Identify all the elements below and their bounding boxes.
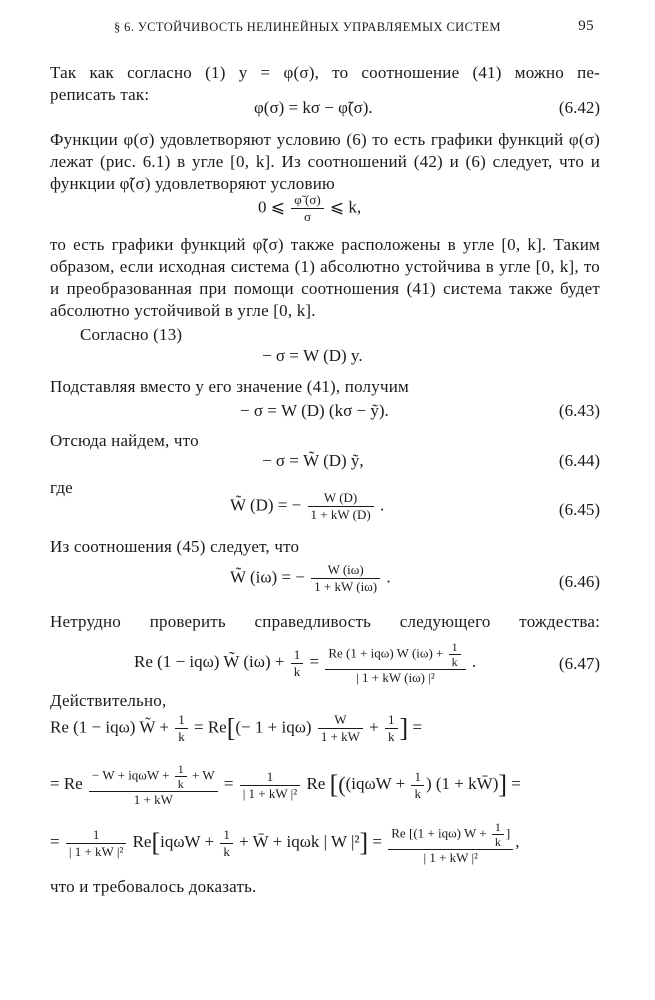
d1-b: = Re	[193, 717, 227, 737]
derivation-line-2-body	[50, 762, 521, 808]
d1-c: (− 1 + iqω)	[235, 717, 312, 737]
d3-f2-denominator: k	[223, 843, 230, 859]
equation-6-47-inner-fraction	[449, 640, 461, 669]
equation-6-47-body	[134, 640, 476, 686]
d3-inner-fraction	[492, 820, 504, 849]
derivation-line-2	[50, 762, 600, 816]
d3-fraction-2	[220, 827, 233, 860]
equation-6-42-number: (6.42)	[558, 98, 600, 117]
d2-b: =	[223, 773, 234, 793]
d3-num-b: (1 + iqω) W +	[413, 825, 487, 841]
d3-d: + W̄ + iqωk | W |²	[239, 831, 360, 851]
equation-6-46-tail: .	[386, 567, 391, 587]
equation-6-45-number: (6.45)	[558, 500, 600, 519]
d2-inner-numerator: 1	[175, 762, 187, 777]
d2-fraction-2	[240, 769, 300, 802]
inequality-numerator: φ̃ (σ)	[291, 192, 323, 209]
d2-e: ) (1 + kW̄)	[425, 773, 499, 793]
d2-num-b: + W	[191, 767, 215, 783]
equation-6-47-f2-numerator	[325, 640, 465, 670]
equation-6-47-number: (6.47)	[558, 654, 600, 673]
d1-a: Re (1 − iqω) W̃ +	[50, 717, 169, 737]
paragraph-5: Подставляя вместо y его значение (41), получим	[50, 377, 409, 396]
derivation-line-3-body	[50, 820, 519, 866]
d3-f2-numerator: 1	[220, 827, 233, 844]
equation-6-46-left: W̃ (iω) = −	[230, 567, 305, 587]
d2-f1-numerator	[89, 762, 218, 792]
equation-6-47-f1-numerator: 1	[291, 647, 304, 664]
inequality-denominator: σ	[303, 209, 311, 224]
equation-6-47	[50, 634, 600, 686]
paragraph-3: то есть графики функций φ̃(σ) также расположены в угле [0, k]. Таким образом, если исходная система (1) абсолютно устойчива в угле [0, k], то и преобразованная при помощи соотношения (41) система также будет абсолютно устойчивой в угле [0, k].	[50, 235, 600, 320]
equation-13	[50, 346, 600, 376]
d3-num-left-bracket: [	[408, 825, 414, 841]
equation-6-47-fraction-1	[291, 647, 304, 680]
paragraph-8: Из соотношения (45) следует, что	[50, 537, 300, 556]
equation-6-45	[50, 490, 600, 530]
d1-right-bracket: ]	[399, 713, 409, 743]
equation-6-47-tail: .	[471, 651, 477, 671]
d3-e: =	[372, 831, 383, 851]
equation-6-45-numerator: W (D)	[308, 490, 374, 507]
d3-fraction-1	[66, 827, 126, 860]
equation-6-46	[50, 562, 600, 602]
equation-6-46-fraction	[311, 562, 380, 595]
equation-6-44-body: − σ = W̃ (D) ỹ,	[262, 451, 364, 470]
d3-num-right-bracket: ]	[505, 825, 511, 841]
d2-f3-denominator: k	[414, 785, 421, 801]
d1-f1-numerator: 1	[175, 712, 188, 729]
d1-f3-numerator: 1	[385, 712, 398, 729]
book-page	[50, 0, 600, 1000]
equation-6-43	[50, 401, 600, 431]
equation-13-body: − σ = W (D) y.	[262, 346, 363, 365]
d3-a: =	[50, 831, 60, 851]
inequality-fraction	[291, 192, 323, 225]
d3-f3-denominator: | 1 + kW |²	[423, 850, 478, 865]
equation-6-42-body: φ(σ) = kσ − φ̃(σ).	[254, 98, 373, 117]
equation-6-45-fraction	[308, 490, 374, 523]
d2-inner-denominator: k	[177, 777, 184, 791]
equation-6-45-body	[230, 490, 384, 523]
d3-b: Re	[132, 831, 152, 851]
d1-fraction-1	[175, 712, 188, 745]
paragraph-6: Отсюда найдем, что	[50, 431, 199, 450]
d2-fraction-1	[89, 762, 218, 808]
d3-num-a: Re	[391, 825, 406, 841]
equation-6-47-inner-numerator: 1	[449, 640, 461, 655]
equation-6-47-f2-denominator: | 1 + kW (iω) |²	[356, 670, 435, 685]
d1-left-bracket: [	[226, 713, 236, 743]
d1-f2-numerator: W	[318, 712, 363, 729]
derivation-line-1-body	[50, 712, 422, 745]
running-header	[50, 18, 600, 40]
d3-f: ,	[515, 831, 520, 851]
d2-d: (iqωW +	[345, 773, 406, 793]
paragraph-7: где	[50, 478, 73, 497]
d1-fraction-3	[385, 712, 398, 745]
d2-f2-numerator: 1	[240, 769, 300, 786]
d2-outer-left-bracket: [	[329, 770, 339, 799]
d1-f1-denominator: k	[178, 729, 185, 744]
d2-left-paren: (	[338, 772, 346, 797]
paragraph-10: Действительно,	[50, 691, 167, 710]
d2-c: Re	[306, 773, 326, 793]
d1-e: =	[412, 717, 423, 737]
equation-6-45-denominator: 1 + kW (D)	[310, 507, 371, 522]
paragraph-2: Функции φ(σ) удовлетворяют условию (6) то есть графики функций φ(σ) лежат (рис. 6.1) в угле [0, k]. Из соотношений (42) и (6) следует, что и функции φ̃(σ) удовлетворяют условию	[50, 130, 600, 193]
equation-6-46-number: (6.46)	[558, 572, 600, 591]
d2-outer-right-bracket: ]	[498, 770, 508, 799]
equation-6-43-number: (6.43)	[558, 401, 600, 420]
derivation-line-1	[50, 712, 600, 756]
equation-6-47-f1-denominator: k	[293, 663, 301, 679]
d2-inner-fraction	[175, 762, 187, 791]
equation-6-46-body	[230, 562, 391, 595]
d1-f2-denominator: 1 + kW	[320, 729, 360, 744]
d1-d: +	[369, 717, 379, 737]
paragraph-11: что и требовалось доказать.	[50, 877, 257, 896]
paragraph-1b: реписать так:	[50, 85, 150, 104]
d3-c: iqωW +	[160, 831, 215, 851]
d2-f: =	[511, 773, 521, 793]
equation-6-47-fraction-2	[325, 640, 465, 686]
d2-num-a: − W + iqωW +	[91, 767, 170, 783]
inequality	[50, 192, 600, 230]
page-number: 95	[578, 18, 594, 34]
d3-f1-numerator: 1	[66, 827, 126, 844]
equation-6-47-f2-numerator-text: Re (1 + iqω) W (iω) +	[328, 645, 444, 661]
d2-f1-denominator: 1 + kW	[133, 792, 173, 807]
equation-6-45-left: W̃ (D) = −	[230, 495, 302, 515]
d1-f3-denominator: k	[388, 729, 395, 744]
d2-f2-denominator: | 1 + kW |²	[242, 785, 298, 801]
equation-6-47-equals: =	[309, 651, 320, 671]
equation-6-46-numerator: W (iω)	[311, 562, 380, 579]
d2-a: = Re	[50, 773, 83, 793]
d1-fraction-2	[318, 712, 363, 745]
equation-6-46-denominator: 1 + kW (iω)	[314, 579, 378, 594]
derivation-line-3	[50, 820, 600, 874]
inequality-body	[258, 192, 361, 225]
paragraph-9: Нетрудно проверить справедливость следующего тождества:	[50, 612, 600, 631]
d3-inner-denominator: k	[494, 835, 501, 849]
d3-inner-numerator: 1	[492, 820, 504, 835]
equation-6-47-left: Re (1 − iqω) W̃ (iω) +	[134, 651, 285, 671]
equation-6-44-number: (6.44)	[558, 451, 600, 470]
d3-left-bracket: [	[151, 828, 161, 857]
section-title: § 6. УСТОЙЧИВОСТЬ НЕЛИНЕЙНЫХ УПРАВЛЯЕМЫХ СИСТЕМ	[114, 20, 501, 34]
inequality-right: ⩽ k,	[329, 197, 362, 217]
d3-f1-denominator: | 1 + kW |²	[68, 843, 124, 859]
d3-fraction-3	[388, 820, 513, 866]
paragraph-1a: Так как согласно (1) y = φ(σ), то соотношение (41) можно пе-	[50, 63, 600, 82]
equation-6-43-body: − σ = W (D) (kσ − ỹ).	[240, 401, 389, 420]
d2-fraction-3	[411, 769, 424, 802]
inequality-left: 0 ⩽	[258, 197, 285, 217]
d3-f3-numerator	[388, 820, 513, 850]
d2-f3-numerator: 1	[411, 769, 424, 786]
paragraph-4: Согласно (13)	[80, 325, 183, 344]
d3-right-bracket: ]	[359, 828, 369, 857]
equation-6-42	[50, 98, 600, 128]
equation-6-47-inner-denominator: k	[451, 655, 458, 669]
equation-6-45-tail: .	[379, 495, 385, 515]
